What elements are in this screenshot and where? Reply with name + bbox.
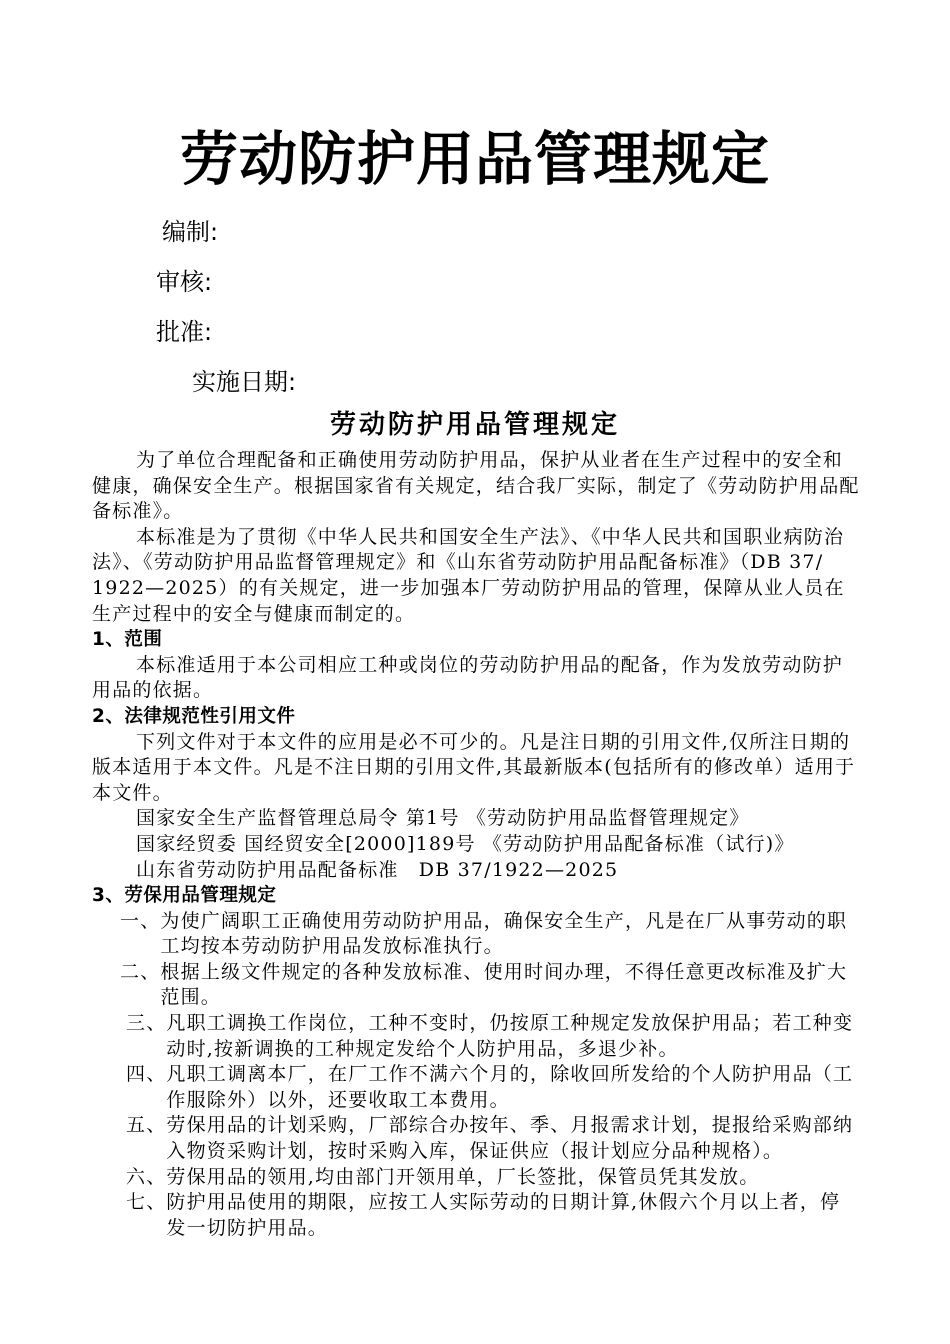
reference-item: 山东省劳动防护用品配备标准 DB 37/1922—2025: [136, 858, 619, 881]
section-1-heading: 1、范围: [92, 629, 163, 651]
rule-number: 七、: [126, 1191, 167, 1214]
rule-item: [92, 960, 860, 1011]
intro-paragraph-1: 为了单位合理配备和正确使用劳动防护用品，保护从业者在生产过程中的安全和健康，确保安全生产。根据国家省有关规定，结合我厂实际，制定了《劳动防护用品配备标准》。: [92, 449, 860, 523]
approved-by-label: 批准:: [156, 318, 213, 346]
rule-text: 劳保用品的领用,均由部门开领用单，厂长签批，保管员凭其发放。: [166, 1165, 760, 1188]
rule-number: 三、: [126, 1012, 167, 1035]
compiled-by-label: 编制:: [162, 218, 219, 246]
rule-item: [92, 1190, 860, 1241]
cover-title: 劳动防护用品管理规定: [179, 125, 770, 193]
rule-text: 根据上级文件规定的各种发放标准、使用时间办理，不得任意更改标准及扩大范围。: [160, 960, 848, 1009]
document-body: [92, 448, 860, 1241]
section-2-heading: 2、法律规范性引用文件: [92, 705, 296, 727]
section-1-text: 本标准适用于本公司相应工种或岗位的劳动防护用品的配备，作为发放劳动防护用品的依据。: [92, 653, 844, 702]
rule-text: 劳保用品的计划采购，厂部综合办按年、季、月报需求计划，提报给采购部纳入物资采购计划，按时采购入库，保证供应（报计划应分品种规格）。: [166, 1114, 854, 1163]
rule-text: 防护用品使用的期限，应按工人实际劳动的日期计算,休假六个月以上者，停发一切防护用品。: [166, 1191, 841, 1239]
effective-date-label: 实施日期:: [192, 368, 297, 396]
rule-text: 为使广阔职工正确使用劳动防护用品，确保安全生产，凡是在厂从事劳动的职工均按本劳动防护用品发放标准执行。: [160, 909, 848, 958]
rule-number: 六、: [126, 1165, 167, 1188]
rule-text: 凡职工调离本厂，在厂工作不满六个月的，除收回所发给的个人防护用品（工作服除外）以外，还要收取工本费用。: [166, 1063, 854, 1111]
rule-item: [92, 1011, 860, 1062]
section-3-heading: 3、劳保用品管理规定: [92, 885, 277, 907]
rule-number: 四、: [126, 1063, 167, 1086]
rule-item: [92, 1113, 860, 1164]
intro-paragraph-2: 本标准是为了贯彻《中华人民共和国安全生产法》、《中华人民共和国职业病防治法》、《劳动防护用品监督管理规定》和《山东省劳动防护用品配备标准》（DB 37/ 1922—2025）的有关规定，进一步加强本厂劳动防护用品的管理，保障从业人员在生产过程中的安全与健康而制定的。: [92, 525, 845, 625]
rule-number: 二、: [120, 960, 161, 983]
section-2-text: 下列文件对于本文件的应用是必不可少的。凡是注日期的引用文件,仅所注日期的版本适用于本文件。凡是不注日期的引用文件,其最新版本(包括所有的修改单）适用于本文件。: [92, 730, 856, 804]
reference-item: 国家安全生产监督管理总局令 第1号 《劳动防护用品监督管理规定》: [136, 807, 750, 830]
rule-number: 一、: [120, 909, 161, 932]
rule-text: 凡职工调换工作岗位，工种不变时，仍按原工种规定发放保护用品；若工种变动时,按新调换的工种规定发给个人防护用品，多退少补。: [166, 1012, 854, 1060]
reviewed-by-label: 审核:: [156, 268, 213, 296]
rule-item: [92, 1165, 860, 1191]
document-title: 劳动防护用品管理规定: [329, 410, 620, 440]
rule-number: 五、: [126, 1114, 167, 1137]
rule-item: [92, 1062, 860, 1113]
reference-item: 国家经贸委 国经贸安全[2000]189号 《劳动防护用品配备标准（试行)》: [136, 832, 795, 855]
rule-item: [92, 909, 860, 960]
